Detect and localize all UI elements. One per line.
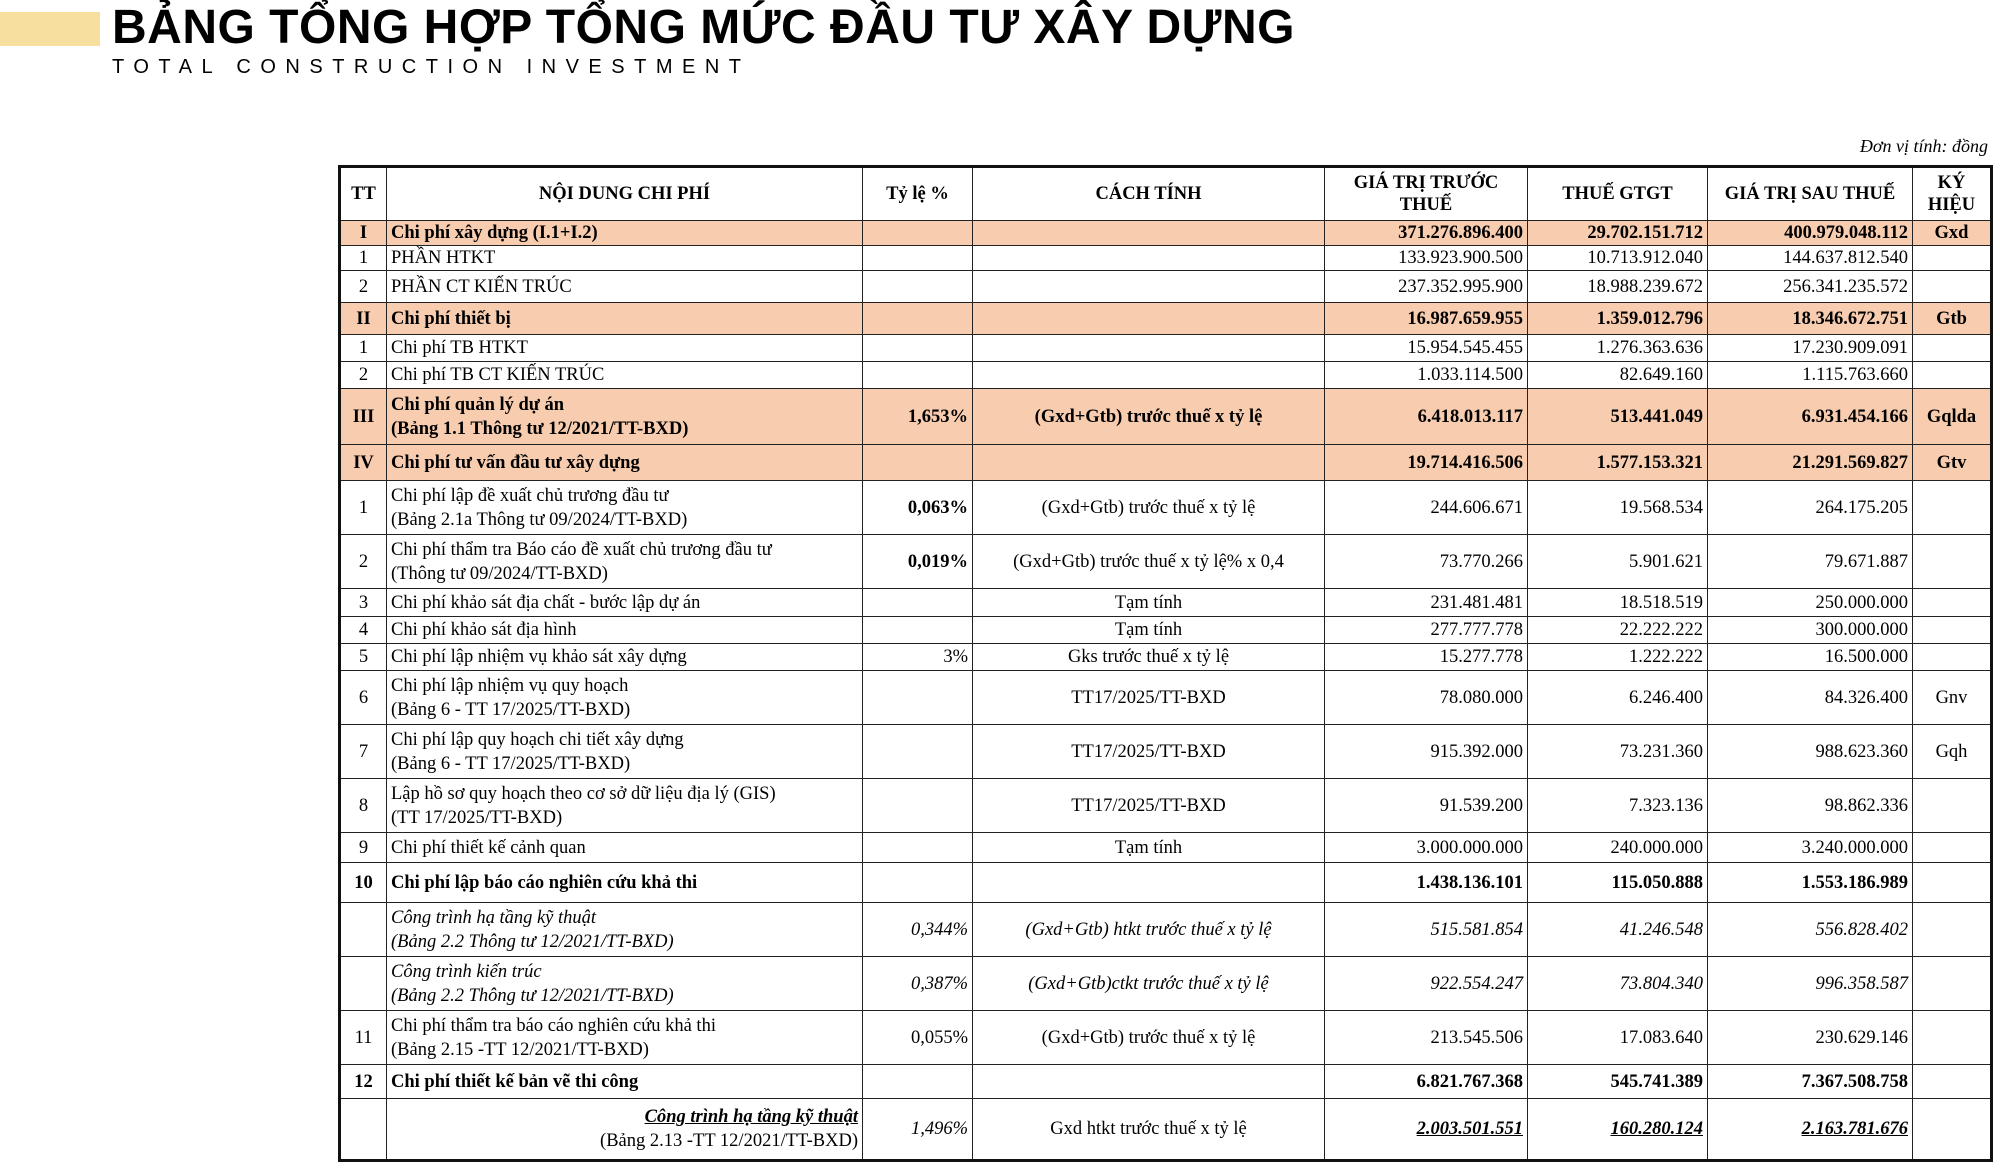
table-row [340,481,1992,535]
cell-symbol [1913,271,1992,303]
table-row [340,389,1992,445]
cell-content-line2: (Bảng 2.15 -TT 12/2021/TT-BXD) [391,1039,649,1060]
cell-pre-tax: 1.438.136.101 [1325,863,1528,903]
cell-vat: 1.276.363.636 [1528,335,1708,362]
cell-content: Chi phí thiết kế cảnh quan [387,833,863,863]
table-row [340,303,1992,335]
table-row [340,957,1992,1011]
cell-vat: 17.083.640 [1528,1011,1708,1065]
cell-rate [863,445,973,481]
cell-content-line1: Chi phí quản lý dự án [391,394,565,415]
cell-symbol: Gqh [1913,725,1992,779]
cell-rate: 0,063% [863,481,973,535]
page-title: BẢNG TỔNG HỢP TỔNG MỨC ĐẦU TƯ XÂY DỰNG [112,1,1295,54]
cell-tt: 3 [340,589,387,617]
cell-post-tax: 84.326.400 [1708,671,1913,725]
cell-content [387,389,863,445]
cell-method [973,221,1325,246]
cell-vat: 73.231.360 [1528,725,1708,779]
cell-vat: 1.222.222 [1528,644,1708,671]
cell-symbol [1913,863,1992,903]
cell-vat: 5.901.621 [1528,535,1708,589]
cell-post-tax: 7.367.508.758 [1708,1065,1913,1099]
cell-content [387,481,863,535]
cell-tt: 6 [340,671,387,725]
cell-content-line1: Công trình kiến trúc [391,961,542,982]
cell-pre-tax: 91.539.200 [1325,779,1528,833]
table-row [340,221,1992,246]
cell-post-tax: 21.291.569.827 [1708,445,1913,481]
table-row [340,1011,1992,1065]
cell-vat: 545.741.389 [1528,1065,1708,1099]
cell-content [387,957,863,1011]
cell-content: Chi phí lập nhiệm vụ khảo sát xây dựng [387,644,863,671]
cell-rate: 3% [863,644,973,671]
cell-vat: 6.246.400 [1528,671,1708,725]
cell-rate [863,335,973,362]
cell-method: TT17/2025/TT-BXD [973,725,1325,779]
cell-symbol [1913,535,1992,589]
cell-method [973,303,1325,335]
table-row [340,779,1992,833]
cell-content [387,671,863,725]
cell-pre-tax: 922.554.247 [1325,957,1528,1011]
cell-pre-tax: 3.000.000.000 [1325,833,1528,863]
cell-tt: 11 [340,1011,387,1065]
cell-content [387,535,863,589]
cell-method: (Gxd+Gtb) trước thuế x tỷ lệ% x 0,4 [973,535,1325,589]
cell-post-tax: 230.629.146 [1708,1011,1913,1065]
cell-pre-tax: 15.954.545.455 [1325,335,1528,362]
cell-pre-tax: 237.352.995.900 [1325,271,1528,303]
table-row [340,671,1992,725]
cell-method: Tạm tính [973,833,1325,863]
column-header-symbol: KÝ HIỆU [1913,167,1992,221]
cell-tt: 4 [340,617,387,644]
cell-rate [863,221,973,246]
cell-content: Chi phí TB CT KIẾN TRÚC [387,362,863,389]
table-row [340,246,1992,271]
cell-pre-tax: 73.770.266 [1325,535,1528,589]
cell-rate [863,271,973,303]
cell-rate [863,1065,973,1099]
cell-content [387,903,863,957]
cell-post-tax: 6.931.454.166 [1708,389,1913,445]
cell-content-line1: Chi phí thẩm tra báo cáo nghiên cứu khả thi [391,1015,716,1036]
cell-post-tax: 996.358.587 [1708,957,1913,1011]
cell-pre-tax: 6.418.013.117 [1325,389,1528,445]
cell-content-line1: Công trình hạ tầng kỹ thuật [391,907,597,928]
cell-content-line2: (TT 17/2025/TT-BXD) [391,807,563,828]
cell-tt: 12 [340,1065,387,1099]
table-row [340,1065,1992,1099]
cell-content-line2: (Bảng 2.2 Thông tư 12/2021/TT-BXD) [391,931,674,952]
table-row [340,445,1992,481]
cell-content-line1: Chi phí lập quy hoạch chi tiết xây dựng [391,729,684,750]
cell-pre-tax: 371.276.896.400 [1325,221,1528,246]
cell-content-line1: Chi phí thẩm tra Báo cáo đề xuất chủ trương đầu tư [391,539,772,560]
cell-pre-tax: 244.606.671 [1325,481,1528,535]
cell-vat: 41.246.548 [1528,903,1708,957]
cell-content-line2: (Bảng 2.1a Thông tư 09/2024/TT-BXD) [391,509,688,530]
cell-content-line2: (Bảng 6 - TT 17/2025/TT-BXD) [391,699,631,720]
cell-content-line2: (Bảng 1.1 Thông tư 12/2021/TT-BXD) [391,418,689,439]
cell-content-line2: (Thông tư 09/2024/TT-BXD) [391,563,608,584]
cell-tt: 2 [340,362,387,389]
cell-tt: 5 [340,644,387,671]
cell-content: Chi phí TB HTKT [387,335,863,362]
cell-symbol [1913,1011,1992,1065]
cell-symbol [1913,246,1992,271]
column-header-pre-tax: GIÁ TRỊ TRƯỚC THUẾ [1325,167,1528,221]
cell-pre-tax: 15.277.778 [1325,644,1528,671]
cell-rate: 1,496% [863,1099,973,1161]
cell-content: Chi phí thiết kế bản vẽ thi công [387,1065,863,1099]
cell-vat: 22.222.222 [1528,617,1708,644]
cell-tt: 8 [340,779,387,833]
table-row [340,863,1992,903]
cell-rate: 0,387% [863,957,973,1011]
cell-method [973,271,1325,303]
cell-post-tax: 300.000.000 [1708,617,1913,644]
cell-post-tax: 2.163.781.676 [1708,1099,1913,1161]
cell-vat: 29.702.151.712 [1528,221,1708,246]
header-row [340,167,1992,221]
cell-rate [863,725,973,779]
cell-method: (Gxd+Gtb) trước thuế x tỷ lệ [973,481,1325,535]
cell-pre-tax: 213.545.506 [1325,1011,1528,1065]
cell-post-tax: 18.346.672.751 [1708,303,1913,335]
column-header-tt: TT [340,167,387,221]
table-row [340,362,1992,389]
cell-symbol [1913,644,1992,671]
cell-post-tax: 1.115.763.660 [1708,362,1913,389]
cell-rate: 1,653% [863,389,973,445]
cell-symbol [1913,617,1992,644]
cell-tt: 2 [340,535,387,589]
cell-vat: 19.568.534 [1528,481,1708,535]
cell-tt [340,957,387,1011]
table-row [340,1099,1992,1161]
cell-post-tax: 144.637.812.540 [1708,246,1913,271]
cell-tt: II [340,303,387,335]
table-row [340,725,1992,779]
cell-rate [863,617,973,644]
cell-content: PHẦN HTKT [387,246,863,271]
cell-content [387,725,863,779]
cell-rate [863,863,973,903]
cell-pre-tax: 1.033.114.500 [1325,362,1528,389]
cell-rate: 0,055% [863,1011,973,1065]
cell-content-line2: (Bảng 2.2 Thông tư 12/2021/TT-BXD) [391,985,674,1006]
cell-method: (Gxd+Gtb) trước thuế x tỷ lệ [973,389,1325,445]
cell-method: (Gxd+Gtb) trước thuế x tỷ lệ [973,1011,1325,1065]
cell-vat: 18.518.519 [1528,589,1708,617]
cell-tt: 9 [340,833,387,863]
cell-rate [863,362,973,389]
table-row [340,644,1992,671]
cell-vat: 7.323.136 [1528,779,1708,833]
cell-vat: 10.713.912.040 [1528,246,1708,271]
cell-method [973,362,1325,389]
cell-content-line1: Chi phí lập đề xuất chủ trương đầu tư [391,485,669,506]
cell-method: Tạm tính [973,617,1325,644]
cell-content-line1: Chi phí lập nhiệm vụ quy hoạch [391,675,629,696]
table-row [340,833,1992,863]
cell-pre-tax: 6.821.767.368 [1325,1065,1528,1099]
cell-post-tax: 3.240.000.000 [1708,833,1913,863]
column-header-post-tax: GIÁ TRỊ SAU THUẾ [1708,167,1913,221]
column-header-vat: THUẾ GTGT [1528,167,1708,221]
cell-content-line2: (Bảng 2.13 -TT 12/2021/TT-BXD) [600,1131,858,1151]
title-accent-bar [0,12,100,46]
unit-note: Đơn vị tính: đồng [1859,136,1988,156]
cell-method [973,445,1325,481]
cell-tt: 1 [340,246,387,271]
cell-pre-tax: 133.923.900.500 [1325,246,1528,271]
cell-vat: 18.988.239.672 [1528,271,1708,303]
table-row [340,535,1992,589]
cell-post-tax: 556.828.402 [1708,903,1913,957]
cell-post-tax: 17.230.909.091 [1708,335,1913,362]
cell-method: (Gxd+Gtb) htkt trước thuế x tỷ lệ [973,903,1325,957]
cell-symbol [1913,1065,1992,1099]
cell-symbol [1913,335,1992,362]
cell-tt [340,1099,387,1161]
cell-pre-tax: 2.003.501.551 [1325,1099,1528,1161]
cell-method: Gxd htkt trước thuế x tỷ lệ [973,1099,1325,1161]
cell-tt: IV [340,445,387,481]
cell-method [973,1065,1325,1099]
cell-content: Chi phí tư vấn đầu tư xây dựng [387,445,863,481]
cell-tt: 1 [340,481,387,535]
page-subtitle: TOTAL CONSTRUCTION INVESTMENT [112,56,751,78]
cell-symbol: Gtv [1913,445,1992,481]
cell-tt: 10 [340,863,387,903]
cell-pre-tax: 915.392.000 [1325,725,1528,779]
cell-vat: 160.280.124 [1528,1099,1708,1161]
cell-content: PHẦN CT KIẾN TRÚC [387,271,863,303]
cell-symbol: Gtb [1913,303,1992,335]
cell-vat: 1.577.153.321 [1528,445,1708,481]
cell-tt: 2 [340,271,387,303]
cell-vat: 82.649.160 [1528,362,1708,389]
cell-content [387,1011,863,1065]
cell-post-tax: 250.000.000 [1708,589,1913,617]
cell-method [973,863,1325,903]
cell-symbol [1913,589,1992,617]
cell-method: Tạm tính [973,589,1325,617]
table-row [340,271,1992,303]
cell-post-tax: 264.175.205 [1708,481,1913,535]
cell-content: Chi phí xây dựng (I.1+I.2) [387,221,863,246]
cell-rate [863,833,973,863]
cell-content: Chi phí khảo sát địa chất - bước lập dự án [387,589,863,617]
cell-post-tax: 16.500.000 [1708,644,1913,671]
cell-symbol [1913,903,1992,957]
cell-rate: 0,344% [863,903,973,957]
cell-symbol [1913,1099,1992,1161]
cell-tt: 1 [340,335,387,362]
cell-symbol [1913,833,1992,863]
cell-method: (Gxd+Gtb)ctkt trước thuế x tỷ lệ [973,957,1325,1011]
table-row [340,617,1992,644]
cell-symbol: Gqlda [1913,389,1992,445]
cell-symbol [1913,957,1992,1011]
cell-content [387,1099,863,1161]
cell-method [973,246,1325,271]
cell-pre-tax: 16.987.659.955 [1325,303,1528,335]
cell-symbol [1913,362,1992,389]
cell-content: Chi phí lập báo cáo nghiên cứu khả thi [387,863,863,903]
cell-method: TT17/2025/TT-BXD [973,671,1325,725]
cell-tt [340,903,387,957]
cell-rate [863,246,973,271]
cell-post-tax: 79.671.887 [1708,535,1913,589]
cell-post-tax: 98.862.336 [1708,779,1913,833]
cell-rate [863,589,973,617]
cell-vat: 513.441.049 [1528,389,1708,445]
cell-vat: 73.804.340 [1528,957,1708,1011]
cell-content: Chi phí khảo sát địa hình [387,617,863,644]
cell-method [973,335,1325,362]
column-header-content: NỘI DUNG CHI PHÍ [387,167,863,221]
cell-vat: 240.000.000 [1528,833,1708,863]
cell-vat: 115.050.888 [1528,863,1708,903]
cell-symbol [1913,481,1992,535]
cell-pre-tax: 277.777.778 [1325,617,1528,644]
cell-method: TT17/2025/TT-BXD [973,779,1325,833]
cell-tt: 7 [340,725,387,779]
table-row [340,335,1992,362]
table-row [340,903,1992,957]
cell-content: Chi phí thiết bị [387,303,863,335]
cell-post-tax: 256.341.235.572 [1708,271,1913,303]
cell-rate [863,779,973,833]
cell-symbol: Gxd [1913,221,1992,246]
cell-post-tax: 988.623.360 [1708,725,1913,779]
column-header-method: CÁCH TÍNH [973,167,1325,221]
cell-method: Gks trước thuế x tỷ lệ [973,644,1325,671]
cell-symbol [1913,779,1992,833]
cell-rate: 0,019% [863,535,973,589]
cell-symbol: Gnv [1913,671,1992,725]
cell-rate [863,303,973,335]
cell-post-tax: 400.979.048.112 [1708,221,1913,246]
cell-post-tax: 1.553.186.989 [1708,863,1913,903]
cell-tt: III [340,389,387,445]
cell-pre-tax: 515.581.854 [1325,903,1528,957]
column-header-rate: Tỷ lệ % [863,167,973,221]
cell-content [387,779,863,833]
cell-content-line1: Công trình hạ tầng kỹ thuật [644,1107,858,1127]
cell-tt: I [340,221,387,246]
cell-content-line1: Lập hồ sơ quy hoạch theo cơ sở dữ liệu địa lý (GIS) [391,783,776,804]
cell-pre-tax: 19.714.416.506 [1325,445,1528,481]
table-row [340,589,1992,617]
investment-table [338,165,1993,1162]
cell-pre-tax: 78.080.000 [1325,671,1528,725]
cell-pre-tax: 231.481.481 [1325,589,1528,617]
cell-content-line2: (Bảng 6 - TT 17/2025/TT-BXD) [391,753,631,774]
cell-rate [863,671,973,725]
cell-vat: 1.359.012.796 [1528,303,1708,335]
